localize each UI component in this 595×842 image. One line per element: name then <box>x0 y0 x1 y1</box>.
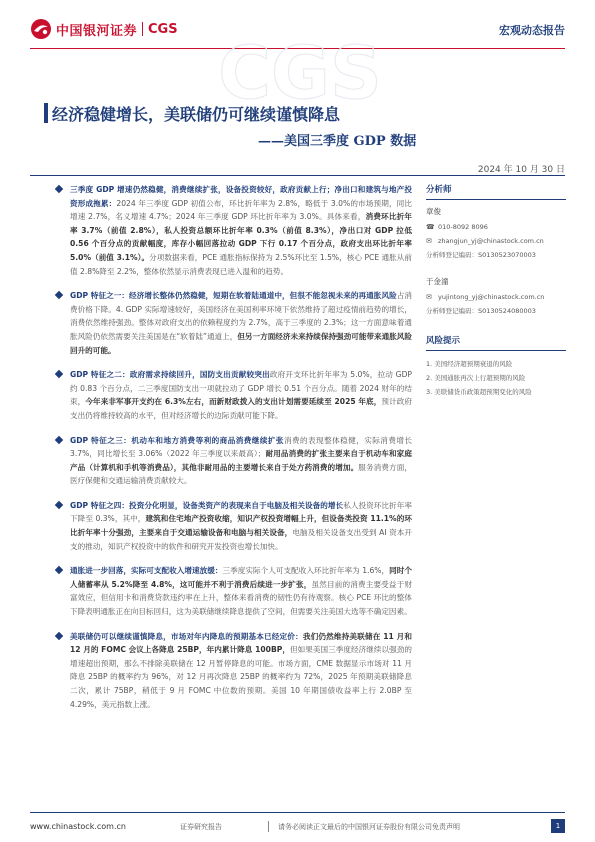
logo-english-text: CGS <box>148 21 178 37</box>
analyst-cert: S0130524080003 <box>478 307 536 315</box>
analyst-email[interactable]: zhangjun_yj@chinastock.com.cn <box>438 237 544 245</box>
analyst-name: 于金潼 <box>426 277 449 286</box>
logo-chinese-text: 中国银河证券 <box>56 23 138 39</box>
footer-website-link[interactable]: www.chinastock.com.cn <box>30 822 126 831</box>
paragraph-body: 消费的表现整体稳健，实际消费增长 3.7%，同比增长至 3.06%（2022 年三季度以来最高）； <box>70 435 412 459</box>
analyst-heading: 分析师 <box>426 183 566 200</box>
paragraph-body: 占消费价格下降。4. GDP 实际增速较好，美国经济在美国利率环境下依然维持了超过疫情前趋势的增长，消费依然维持强劲。整体对政府支出的依赖程度约为 2.7%，高于三季度的 2.3%；这一方面意味着通胀风险仍依然需要关注美国是在“软着陆”通道上， <box>70 291 412 341</box>
analyst-name: 章俊 <box>426 207 441 216</box>
analyst-email-row <box>426 290 566 304</box>
paragraph-emphasis: 消费环比折年率 3.7%（前值 2.8%），私人投资总额环比折年率 0.3%（前值 8.3%），净出口对 GDP 拉低 0.56 个百分点的贡献幅度，库存小幅回落拉动 GDP 下行 0.17 个百分点，政府支出环比折年率 5.0%（前值 3.1%）。 <box>70 212 412 262</box>
paragraph-lead: 三季度 GDP 增速仍然稳健，消费继续扩张，设备投资较好，政府贡献上行；净出口和建筑与地产投资形成拖累： <box>70 185 412 208</box>
title-divider <box>30 175 565 176</box>
paragraph-emphasis: 同时个人储蓄率从 5.2%降至 4.8%，这可能并不利于消费后续进一步扩张， <box>70 566 412 589</box>
paragraph-tail: 服务消费方面，医疗保健和交通运输消费贡献较大。 <box>70 462 412 486</box>
analyst-cert-row <box>426 248 566 262</box>
diamond-bullet-icon <box>55 370 63 378</box>
paragraph-tail: 虽然目前的消费主要受益于财富效应，但信用卡和消费贷款违约率在上升，整体来看消费的韧性仍有待观察。核心 PCE 环比的整体下降表明通胀正在向目标回归，这为美联储继续降息提供了空间，但需要关注美国大选等不确定因素。 <box>70 579 412 617</box>
diamond-bullet-icon <box>55 501 63 509</box>
paragraph-body: 三季度实际个人可支配收入环比折年率为 1.6%， <box>222 566 390 576</box>
svg-text:CGS: CGS <box>218 31 382 115</box>
paragraph-feature-1 <box>70 289 412 357</box>
diamond-bullet-icon <box>55 566 63 574</box>
paragraph-lead: 通胀进一步回落，实际可支配收入增速放缓： <box>70 566 223 576</box>
company-logo <box>30 18 178 40</box>
paragraph-lead: 美联储仍可以继续谨慎降息，市场对年内降息的预期基本已经定价： <box>70 631 303 641</box>
title-accent-bar <box>44 103 48 123</box>
analyst-phone-row <box>426 220 566 234</box>
paragraph-feature-3 <box>70 434 412 488</box>
analyst-phone: 010-8092 8096 <box>438 223 488 231</box>
paragraph-emphasis: 耐用品消费的扩张主要来自于机动车和家庭产品（计算机和手机等消费品），其他非耐用品的主要增长来自于处方药消费的增加。 <box>70 449 412 472</box>
footer-disclaimer: 请务必阅读正文最后的中国银河证券股份有限公司免责声明 <box>278 823 460 831</box>
diamond-bullet-icon <box>55 435 63 443</box>
analyst-cert-row <box>426 304 566 318</box>
phone-icon: ☎ <box>426 223 435 231</box>
diamond-bullet-icon <box>55 631 63 639</box>
report-date: 2024 年 10 月 30 日 <box>477 165 565 175</box>
paragraph-lead: GDP 特征之三：机动车和地方消费等利的商品消费继续扩张 <box>70 435 284 445</box>
page-footer <box>30 812 565 842</box>
paragraph-emphasis: 我们仍然维持美联储在 11 月和 12 月的 FOMC 会议上各降息 25BP，年内累计降息 100BP， <box>70 631 412 655</box>
footer-separator <box>268 821 269 832</box>
paragraph-inflation <box>70 564 412 618</box>
analyst-cert-label: 分析师登记编码： <box>426 307 478 315</box>
report-type-label: 宏观动态报告 <box>499 24 565 37</box>
risk-section <box>426 334 566 399</box>
paragraph-tail: 预计政府支出仍将维持较高的水平，但对经济增长的边际贡献可能下降。 <box>70 397 413 420</box>
paragraph-body: 私人投资环比折年率下降至 0.3%，其中， <box>70 500 413 524</box>
risk-item: 1. 美国经济超预期衰退的风险 <box>426 360 513 368</box>
report-title: 经济稳健增长，美联储仍可继续谨慎降息 <box>52 105 341 124</box>
paragraph-emphasis: 但另一方面经济未来持续保持强劲可能带来通胀风险回升的可能。 <box>70 331 412 355</box>
analyst-cert: S0130523070003 <box>478 251 536 259</box>
paragraph-fed <box>70 630 412 712</box>
diamond-bullet-icon <box>55 185 63 193</box>
paragraph-body: 政府开支环比折年率为 5.0%，拉动 GDP 约 0.83 个百分点，二三季度国防支出一项就拉动了 GDP 增长 0.51 个百分点。随着 2024 财年的结束， <box>70 370 412 407</box>
logo-divider <box>142 22 143 36</box>
analyst-email-row <box>426 234 566 248</box>
paragraph-lead: GDP 特征之一：经济增长整体仍然稳健，短期在软着陆通道中，但很不能忽视未来的再通胀风险 <box>70 291 397 301</box>
risk-item: 2. 美国通胀再次上行超预期的风险 <box>426 374 526 382</box>
risk-heading: 风险提示 <box>426 334 566 351</box>
diamond-bullet-icon <box>55 291 63 299</box>
footer-report-label: 证券研究报告 <box>180 823 222 831</box>
risk-item: 3. 美联储货币政策超预期变化的风险 <box>426 388 532 396</box>
mail-icon: ✉ <box>426 237 432 245</box>
paragraph-tail: 电脑及相关设备支出受到 AI 资本开支的推动，知识产权投资中的软件和研究开发投资也增长加快。 <box>70 528 412 551</box>
report-subtitle: ——美国三季度 GDP 数据 <box>258 134 417 149</box>
mail-icon: ✉ <box>426 293 432 301</box>
paragraph-body: 2024 年三季度 GDP 初值公布，环比折年率为 2.8%，略低于 3.0%的市场预期，同比增速 2.7%，名义增速 4.7%；2024 年三季度 GDP 环比折年率为 3.0%。具体来看， <box>70 198 413 222</box>
analyst-cert-label: 分析师登记编码： <box>426 251 478 259</box>
sidebar <box>426 183 566 399</box>
paragraph-emphasis: 今年来非军事开支约在 6.3%左右，而新财政拨入的支出计划需要延续至 2025 年底， <box>85 397 382 407</box>
paragraph-feature-4 <box>70 499 412 553</box>
paragraph-tail: 分项数据来看，PCE 通胀指标保持为 2.5%环比至 1.5%，核心 PCE 通胀从前值 2.8%降至 2.2%，整体依然显示消费表现已进入温和的趋势。 <box>70 252 412 276</box>
paragraph-tail: 但如果美国三季度经济继续以强劲的增速超出预期，那么不排除美联储在 12 月暂停降息的可能。市场方面，CME 数据显示市场对 11 月降息 25BP 的概率约为 96%，对 12 月再次降息 25BP 的概率约为 72%，2025 年预期美联储降息二次，累计 75BP，稍低于 9 月 FOMC 中位数的预期。美国 10 年期国债收益率上行 2.0BP 至 4.29%，美元指数上涨。 <box>70 645 413 709</box>
paragraph-feature-2 <box>70 368 412 422</box>
paragraph-emphasis: 建筑和住宅地产投资收缩，知识产权投资增幅上升，但设备类投资 11.1%的环比折年率十分强劲，主要来自于交通运输设备和电脑与相关设备， <box>70 514 412 538</box>
analyst-email[interactable]: yujintong_yj@chinastock.com.cn <box>438 293 545 301</box>
page-number: 1 <box>551 819 565 833</box>
footer-divider <box>30 812 565 813</box>
main-content <box>70 183 412 722</box>
paragraph-overview <box>70 183 412 278</box>
paragraph-lead: GDP 特征之四：投资分化明显，设备类资产的表现来自于电脑及相关设备的增长 <box>70 500 344 510</box>
galaxy-logo-icon <box>30 18 52 40</box>
paragraph-lead: GDP 特征之二：政府需求持续回升，国防支出贡献较突出 <box>70 370 270 380</box>
